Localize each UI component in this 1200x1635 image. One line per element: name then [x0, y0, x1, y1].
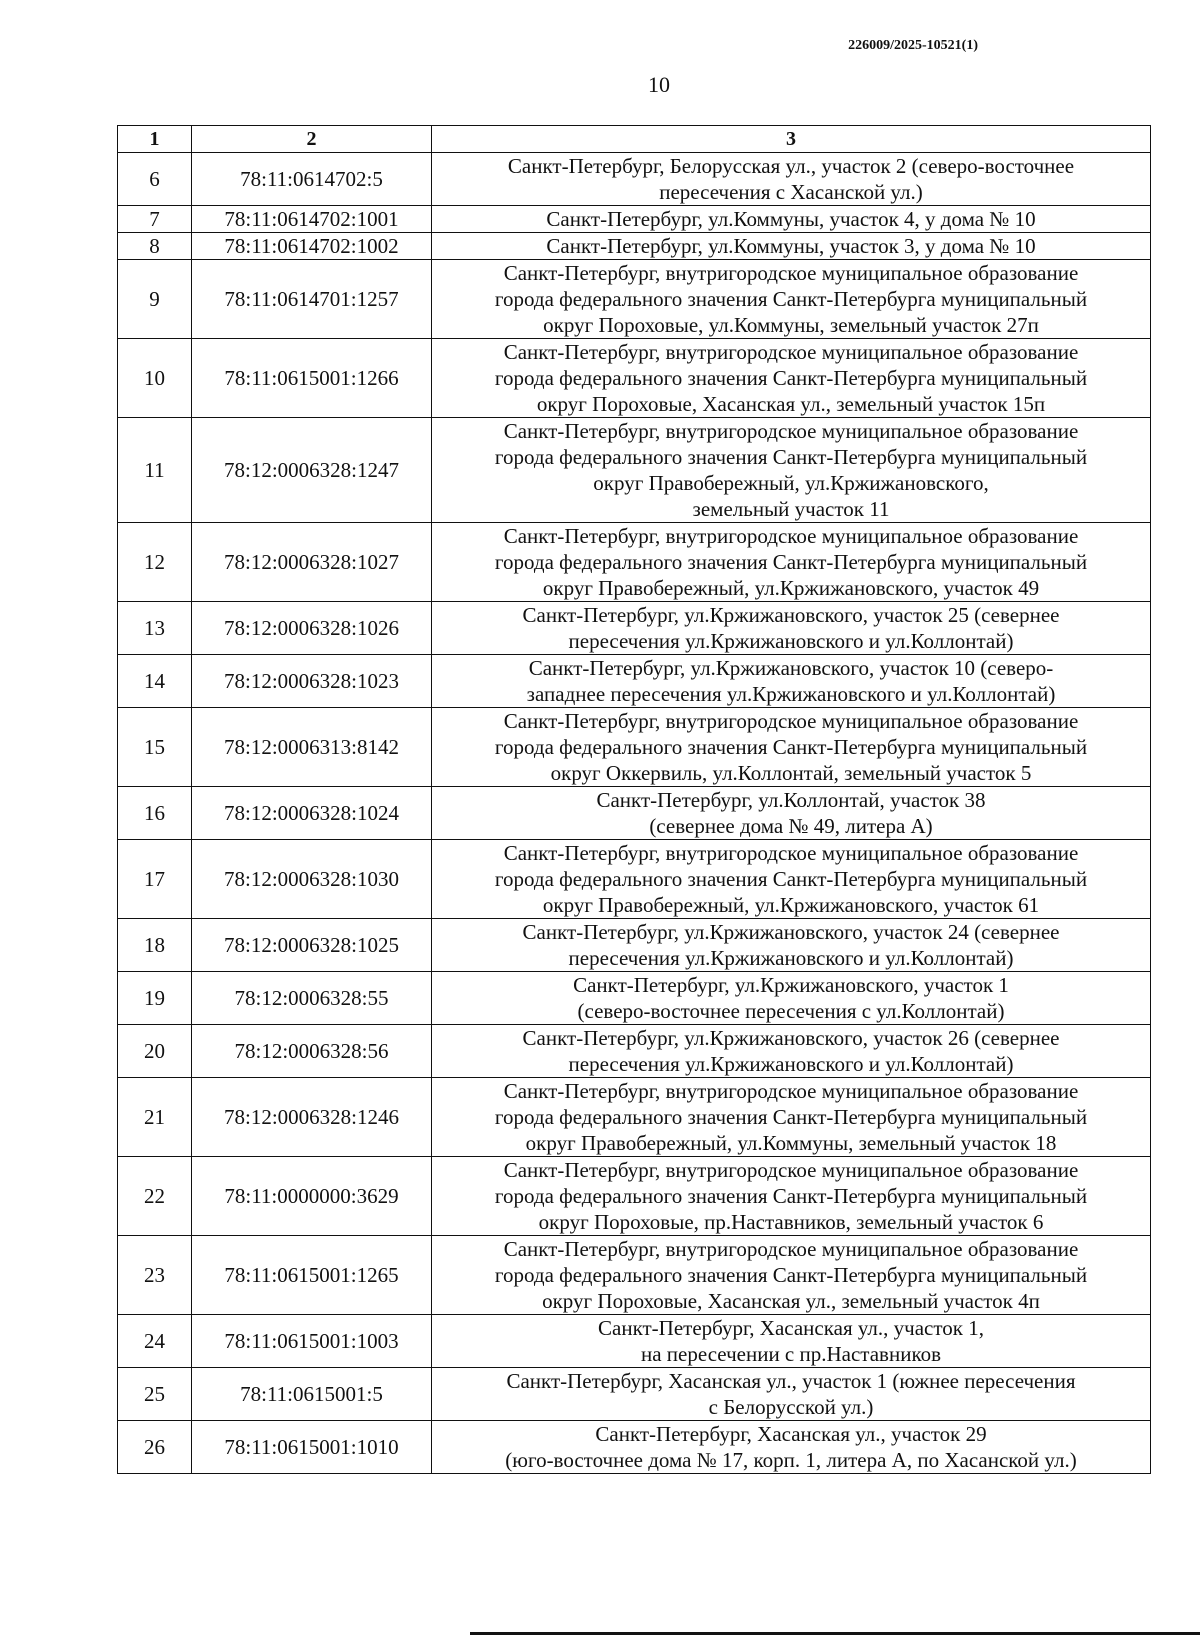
table-header-row: [118, 126, 1151, 153]
row-number-cell: 9: [118, 260, 192, 339]
table-body: [118, 153, 1151, 1474]
row-number-cell: 15: [118, 708, 192, 787]
table-row: [118, 233, 1151, 260]
table-row: [118, 972, 1151, 1025]
cadastral-number-cell: 78:11:0000000:3629: [192, 1157, 432, 1236]
cadastral-number-cell: 78:11:0615001:1266: [192, 339, 432, 418]
table-row: [118, 1025, 1151, 1078]
row-number-cell: 26: [118, 1421, 192, 1474]
column-header: 3: [432, 126, 1151, 153]
address-cell: Санкт-Петербург, ул.Коммуны, участок 3, у дома № 10: [432, 233, 1151, 260]
row-number-cell: 7: [118, 206, 192, 233]
row-number-cell: 21: [118, 1078, 192, 1157]
parcel-table: [117, 125, 1151, 1474]
address-cell: Санкт-Петербург, ул.Кржижановского, участок 1 (северо-восточнее пересечения с ул.Коллонтай): [432, 972, 1151, 1025]
row-number-cell: 17: [118, 840, 192, 919]
table-row: [118, 1421, 1151, 1474]
cadastral-number-cell: 78:12:0006328:55: [192, 972, 432, 1025]
address-cell: Санкт-Петербург, ул.Кржижановского, участок 24 (севернее пересечения ул.Кржижановского и ул.Коллонтай): [432, 919, 1151, 972]
address-cell: Санкт-Петербург, ул.Коммуны, участок 4, у дома № 10: [432, 206, 1151, 233]
table-row: [118, 153, 1151, 206]
cadastral-number-cell: 78:11:0614701:1257: [192, 260, 432, 339]
address-cell: Санкт-Петербург, внутригородское муниципальное образование города федерального значения Санкт-Петербурга муниципальный округ Пороховые, Хасанская ул., земельный участок 4п: [432, 1236, 1151, 1315]
table-row: [118, 708, 1151, 787]
table-row: [118, 1157, 1151, 1236]
row-number-cell: 6: [118, 153, 192, 206]
address-cell: Санкт-Петербург, внутригородское муниципальное образование города федерального значения Санкт-Петербурга муниципальный округ Правобережный, ул.Кржижановского, земельный участок 11: [432, 418, 1151, 523]
table-row: [118, 840, 1151, 919]
column-header: 2: [192, 126, 432, 153]
address-cell: Санкт-Петербург, внутригородское муниципальное образование города федерального значения Санкт-Петербурга муниципальный округ Пороховые, ул.Коммуны, земельный участок 27п: [432, 260, 1151, 339]
address-cell: Санкт-Петербург, ул.Кржижановского, участок 25 (севернее пересечения ул.Кржижановского и ул.Коллонтай): [432, 602, 1151, 655]
table-row: [118, 787, 1151, 840]
address-cell: Санкт-Петербург, Хасанская ул., участок 29 (юго-восточнее дома № 17, корп. 1, литера А, по Хасанской ул.): [432, 1421, 1151, 1474]
row-number-cell: 11: [118, 418, 192, 523]
table-row: [118, 523, 1151, 602]
cadastral-number-cell: 78:12:0006328:1246: [192, 1078, 432, 1157]
cadastral-number-cell: 78:12:0006328:1027: [192, 523, 432, 602]
address-cell: Санкт-Петербург, внутригородское муниципальное образование города федерального значения Санкт-Петербурга муниципальный округ Правобережный, ул.Кржижановского, участок 61: [432, 840, 1151, 919]
row-number-cell: 14: [118, 655, 192, 708]
table-row: [118, 655, 1151, 708]
cadastral-number-cell: 78:12:0006313:8142: [192, 708, 432, 787]
cadastral-number-cell: 78:11:0614702:5: [192, 153, 432, 206]
column-header: 1: [118, 126, 192, 153]
cadastral-number-cell: 78:11:0614702:1001: [192, 206, 432, 233]
row-number-cell: 23: [118, 1236, 192, 1315]
row-number-cell: 19: [118, 972, 192, 1025]
document-number: 226009/2025-10521(1): [848, 38, 978, 53]
row-number-cell: 18: [118, 919, 192, 972]
cadastral-number-cell: 78:11:0615001:1010: [192, 1421, 432, 1474]
address-cell: Санкт-Петербург, внутригородское муниципальное образование города федерального значения Санкт-Петербурга муниципальный округ Пороховые, Хасанская ул., земельный участок 15п: [432, 339, 1151, 418]
row-number-cell: 10: [118, 339, 192, 418]
address-cell: Санкт-Петербург, ул.Кржижановского, участок 26 (севернее пересечения ул.Кржижановского и ул.Коллонтай): [432, 1025, 1151, 1078]
cadastral-number-cell: 78:12:0006328:1247: [192, 418, 432, 523]
cadastral-number-cell: 78:11:0615001:1265: [192, 1236, 432, 1315]
row-number-cell: 24: [118, 1315, 192, 1368]
address-cell: Санкт-Петербург, внутригородское муниципальное образование города федерального значения Санкт-Петербурга муниципальный округ Пороховые, пр.Наставников, земельный участок 6: [432, 1157, 1151, 1236]
cadastral-number-cell: 78:12:0006328:56: [192, 1025, 432, 1078]
cadastral-number-cell: 78:12:0006328:1026: [192, 602, 432, 655]
cadastral-number-cell: 78:12:0006328:1030: [192, 840, 432, 919]
address-cell: Санкт-Петербург, ул.Кржижановского, участок 10 (северо- западнее пересечения ул.Кржижановского и ул.Коллонтай): [432, 655, 1151, 708]
table-row: [118, 1236, 1151, 1315]
table-row: [118, 602, 1151, 655]
page-number: 10: [648, 72, 670, 97]
table-row: [118, 1368, 1151, 1421]
row-number-cell: 25: [118, 1368, 192, 1421]
cadastral-number-cell: 78:11:0615001:1003: [192, 1315, 432, 1368]
table-row: [118, 418, 1151, 523]
table-row: [118, 260, 1151, 339]
table-row: [118, 1315, 1151, 1368]
address-cell: Санкт-Петербург, внутригородское муниципальное образование города федерального значения Санкт-Петербурга муниципальный округ Оккервиль, ул.Коллонтай, земельный участок 5: [432, 708, 1151, 787]
table-row: [118, 339, 1151, 418]
address-cell: Санкт-Петербург, внутригородское муниципальное образование города федерального значения Санкт-Петербурга муниципальный округ Правобережный, ул.Кржижановского, участок 49: [432, 523, 1151, 602]
row-number-cell: 8: [118, 233, 192, 260]
row-number-cell: 13: [118, 602, 192, 655]
address-cell: Санкт-Петербург, Хасанская ул., участок 1 (южнее пересечения с Белорусской ул.): [432, 1368, 1151, 1421]
table-row: [118, 206, 1151, 233]
row-number-cell: 20: [118, 1025, 192, 1078]
address-cell: Санкт-Петербург, Хасанская ул., участок 1, на пересечении с пр.Наставников: [432, 1315, 1151, 1368]
row-number-cell: 16: [118, 787, 192, 840]
address-cell: Санкт-Петербург, ул.Коллонтай, участок 38 (севернее дома № 49, литера А): [432, 787, 1151, 840]
cadastral-number-cell: 78:12:0006328:1023: [192, 655, 432, 708]
cadastral-number-cell: 78:12:0006328:1024: [192, 787, 432, 840]
address-cell: Санкт-Петербург, внутригородское муниципальное образование города федерального значения Санкт-Петербурга муниципальный округ Правобережный, ул.Коммуны, земельный участок 18: [432, 1078, 1151, 1157]
table-row: [118, 1078, 1151, 1157]
row-number-cell: 22: [118, 1157, 192, 1236]
row-number-cell: 12: [118, 523, 192, 602]
cadastral-number-cell: 78:12:0006328:1025: [192, 919, 432, 972]
address-cell: Санкт-Петербург, Белорусская ул., участок 2 (северо-восточнее пересечения с Хасанской ул.): [432, 153, 1151, 206]
cadastral-number-cell: 78:11:0615001:5: [192, 1368, 432, 1421]
table-row: [118, 919, 1151, 972]
cadastral-number-cell: 78:11:0614702:1002: [192, 233, 432, 260]
